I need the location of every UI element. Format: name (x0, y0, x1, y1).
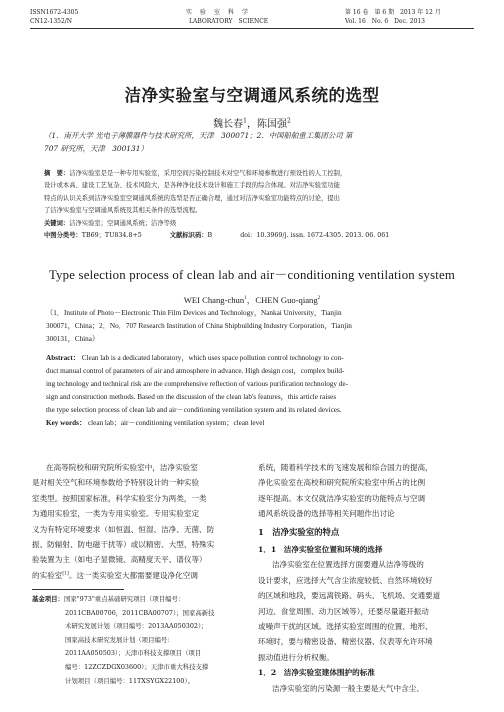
section-heading-1: 1 洁净实验室的特点 (258, 526, 340, 537)
doc-code-value: B (207, 232, 213, 240)
abstract-cn-line: 洁净实验室是是一种专用实验室，采用空间污染控制技术对空气和环境参数进行预设性的人工控制， (69, 170, 347, 177)
body-line: 河边、食堂周围、动力区域等），还要尽量避开振动 (258, 606, 429, 616)
author-en-2: CHEN Guo-qiang (255, 295, 318, 305)
body-line: 净化实验室在高校和研究院所实验室中所占的比例 (258, 478, 426, 488)
body-line: 振、防辐射、防电磁干扰等）或以精密、大型、特殊实 (32, 540, 215, 550)
clc-value: TB69；TU834.8+5 (81, 232, 142, 240)
title-en: Type selection process of clean lab and air－conditioning ventilation system (48, 268, 456, 282)
author-en-sep: ， (246, 295, 256, 305)
author-2-sup: 2 (287, 117, 291, 125)
right-column-body (258, 460, 472, 696)
funding-line: 2011AA050503）；天津市科技支撑项目（项目 (65, 649, 202, 658)
funding-line: 编号：12ZCZDGX03600）；天津市重大科技支撑 (65, 662, 209, 671)
abstract-en-line: Clean lab is a dedicated laboratory，which uses space pollution control technology to con- (81, 354, 344, 362)
funding-footnote (32, 593, 248, 688)
keywords-en-label: Key words： (46, 419, 87, 427)
abstract-en-line: the type selection process of clean lab and air－conditioning ventilation system and its related devices. (46, 406, 342, 414)
author-en-2-sup: 2 (317, 295, 321, 302)
body-line: 的区域和地段，要远离铁路、码头、飞机场、交通要道 (258, 591, 441, 601)
author-1: 魏长春 (213, 119, 244, 130)
left-column-body (32, 460, 246, 583)
abstract-cn-line: 设计或本高、建设工艺复杂、技术风险大，是各种净化技术设计和施工手段的综合体现。对洁净实验室功能 (44, 182, 340, 190)
keywords-cn-label: 关键词： (44, 219, 70, 227)
abstract-cn-line: 特点的认识关系到洁净实验室空调通风系统的选型是否正确合理，通过对洁净实验室功能特点的讨论，提出 (44, 194, 340, 202)
body-line: 设计要求，应选择大气含尘浓度较低、自然环境较好 (258, 575, 433, 585)
abstract-cn (44, 168, 464, 242)
affil-en-line: 300131，China） (46, 335, 100, 343)
abstract-cn-label: 摘 要： (44, 170, 70, 177)
citation-ref: [1] (62, 571, 69, 577)
body-line: 系统，随着科学技术的飞速发展和综合国力的提高， (258, 463, 433, 472)
body-line: 在高等院校和研究院所实验室中，洁净实验室 (46, 463, 198, 472)
funding-line: 国家"973"重点基础研究项目（项目编号： (63, 595, 185, 603)
author-sep: ， (247, 119, 257, 130)
issue-cn: 第 16 卷 第 6 期 2013 年 12 月 (345, 9, 441, 16)
section-heading-1-2: 1．2 洁净实验室建体围护的标准 (258, 668, 375, 678)
abstract-en-line: duct manual control of parameters of air and atmosphere in advance. High design cost，complex build- (46, 367, 345, 375)
body-line: 的实验室 (32, 570, 63, 580)
body-line: 洁净实验室的污染源一般主要是大气中含尘、 (272, 683, 424, 693)
affiliation-en (46, 307, 464, 346)
body-line: 通风系统设备的选择等相关问题作出讨论 (258, 509, 395, 519)
clc-label: 中图分类号： (44, 232, 82, 240)
author-1-sup: 1 (243, 117, 247, 125)
page-title: 洁净实验室与空调通风系统的选型 (124, 86, 380, 105)
body-line: 是对相关空气和环境参数给予特别设计的一种实验 (32, 478, 200, 488)
funding-label: 基金项目： (32, 595, 64, 603)
authors-cn (0, 115, 504, 130)
affil-en-line: （1．Institute of Photo－Electronic Thin Film Devices and Technology，Nankai University，Tianjin (46, 309, 342, 317)
abstract-en-line: sign and construction methods. Based on the discussion of the clean lab's features，this article raises (46, 393, 337, 401)
keywords-cn: 洁净实验室；空调通风系统；洁净等级 (69, 219, 177, 227)
body-line: 或噪声干扰的区域。选择实验室周围的位置、地形、 (258, 622, 433, 632)
doc-code-label: 文献标识码： (169, 232, 208, 240)
authors-en (0, 294, 504, 306)
author-2: 陈国强 (257, 119, 287, 130)
body-line: 。这一类实验室大都需要建设净化空调 (68, 570, 198, 580)
abstract-en-label: Abstract： (46, 354, 80, 362)
issue-en: Vol. 16 No. 6 Dec. 2013 (345, 18, 425, 25)
abstract-cn-line: 了洁净实验室与空调通风系统及其相关条件的选型流程。 (44, 207, 202, 215)
affil-en-line: 300071，China；2．No．707 Research Institution of China Shipbuilding Industry Corporation，Tianjin (46, 322, 352, 330)
author-en-1: WEI Chang-chun (183, 295, 245, 305)
section-heading-1-1: 1．1 洁净实验室位置和环境的选择 (258, 545, 383, 555)
author-en-1-sup: 1 (244, 295, 247, 302)
body-line: 环境时，要与精密设备、精密仪器、仪表等允许环境 (258, 637, 433, 647)
header-rule (30, 28, 474, 29)
doi-value: 10.3969/j. issn. 1672-4305. 2013. 06. 061 (256, 232, 390, 240)
keywords-en: clean lab；air－conditioning ventilation system；clean level (87, 419, 265, 427)
body-line: 义为有特定环境要求（如恒温、恒湿、洁净、无菌、防 (32, 524, 215, 534)
body-line: 室类型。按照国家标准，科学实验室分为两类，一类 (32, 493, 207, 503)
cn-number: CN12-1352/N (30, 18, 73, 25)
body-line: 验装置为主（如电子显微镜、高精度天平、谱仪等） (32, 555, 207, 565)
issn: ISSN1672-4305 (30, 9, 79, 16)
abstract-en (46, 352, 464, 430)
affil-cn-line: 707 研究所，天津 300131） (44, 144, 148, 153)
doi-label: doi： (240, 232, 257, 240)
footnote-rule (32, 589, 124, 590)
abstract-en-line: ing technology and technical risk are the comprehensive reflection of various purification technology de- (46, 380, 348, 388)
funding-line: 2011CBA00706，2011CBA00707）；国家高新技 (65, 608, 215, 617)
body-line: 为通用实验室，一类为专用实验室。专用实验室定 (32, 509, 200, 519)
journal-name-cn: 实 验 室 科 学 (186, 9, 250, 16)
affiliation-cn (44, 129, 464, 155)
journal-name-en: LABORATORY SCIENCE (189, 18, 269, 25)
body-line: 振动值进行分析权衡。 (258, 652, 334, 662)
funding-line: 国家高技术研究发展计划（项目编号： (65, 635, 174, 644)
affil-cn-line: （1．南开大学 光电子薄膜器件与技术研究所，天津 300071；2．中国船舶重工集团公司 第 (44, 131, 353, 140)
funding-line: 术研究发展计划（项目编号：2013AA050302）； (65, 622, 208, 631)
body-line: 洁净实验室在位置选择方面要遵从洁净等级的 (272, 560, 424, 570)
funding-line: 计划项目（项目编号：11TXSYGX22100）。 (65, 676, 195, 685)
body-line: 逐年提高。本文仅就洁净实验室的功能特点与空调 (258, 493, 426, 503)
